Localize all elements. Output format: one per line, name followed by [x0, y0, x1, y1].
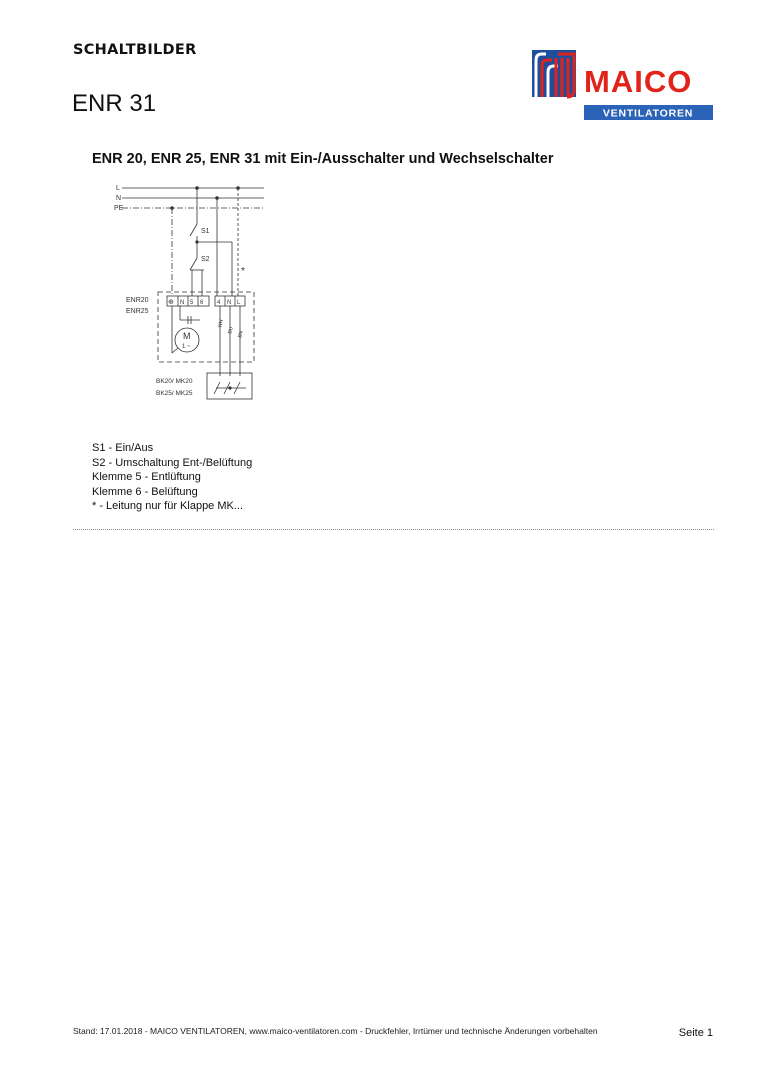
terminal-label-6: 6 [200, 300, 204, 306]
legend-list [92, 441, 252, 514]
switch-label-s1: S1 [201, 228, 210, 235]
page-title: ENR 31 [72, 90, 157, 117]
switch-s1 [190, 224, 197, 236]
wiring-diagram [112, 178, 272, 408]
unit-label-enr25: ENR25 [126, 308, 149, 315]
switch-s2 [190, 258, 197, 270]
logo-brand: MAICO [584, 64, 693, 99]
terminal-label-n-right: N [227, 300, 232, 306]
wire-color-bu: BU [227, 326, 235, 335]
wire-color-bn: BN [237, 330, 245, 339]
document-category: SCHALTBILDER [73, 42, 197, 58]
maico-logo-mark [532, 50, 576, 97]
terminal-label-pe: ⊕ [168, 299, 174, 306]
terminal-label-l: L [237, 300, 241, 306]
motor-phase-label: 1 ~ [182, 344, 191, 350]
flap-label-bk25: BK25/ MK25 [156, 390, 193, 397]
section-divider [73, 529, 714, 530]
legend-item: Klemme 5 - Entlüftung [92, 471, 201, 483]
terminal-label-4: 4 [217, 300, 221, 306]
page-number: Seite 1 [678, 1027, 713, 1039]
terminal-label-n-left: N [180, 300, 185, 306]
unit-label-enr20: ENR20 [126, 297, 149, 304]
asterisk-mark: * [241, 266, 245, 277]
footer-note: Stand: 17.01.2018 - MAICO VENTILATOREN, www.maico-ventilatoren.com - Druckfehler, Irrtümer und technische Änderungen vorbehalten [73, 1026, 598, 1036]
maico-logo [532, 50, 713, 120]
switch-label-s2: S2 [201, 256, 210, 263]
section-heading: ENR 20, ENR 25, ENR 31 mit Ein-/Ausschalter und Wechselschalter [92, 151, 554, 167]
logo-tagline: VENTILATOREN [602, 107, 694, 120]
legend-item: Klemme 6 - Belüftung [92, 485, 198, 498]
bus-label-pe: PE [114, 205, 124, 212]
legend-item: * - Leitung nur für Klappe MK... [92, 500, 244, 512]
wire-color-wh: WH [217, 318, 226, 329]
legend-item: S1 - Ein/Aus [92, 442, 154, 454]
legend-item: S2 - Umschaltung Ent-/Belüftung [92, 456, 253, 469]
terminal-label-5: 5 [190, 300, 194, 306]
bus-label-l: L [116, 185, 120, 192]
flap-actuator [207, 373, 252, 399]
flap-label-bk20: BK20/ MK20 [156, 378, 193, 385]
bus-label-n: N [116, 195, 122, 202]
motor-label: M [183, 331, 191, 341]
